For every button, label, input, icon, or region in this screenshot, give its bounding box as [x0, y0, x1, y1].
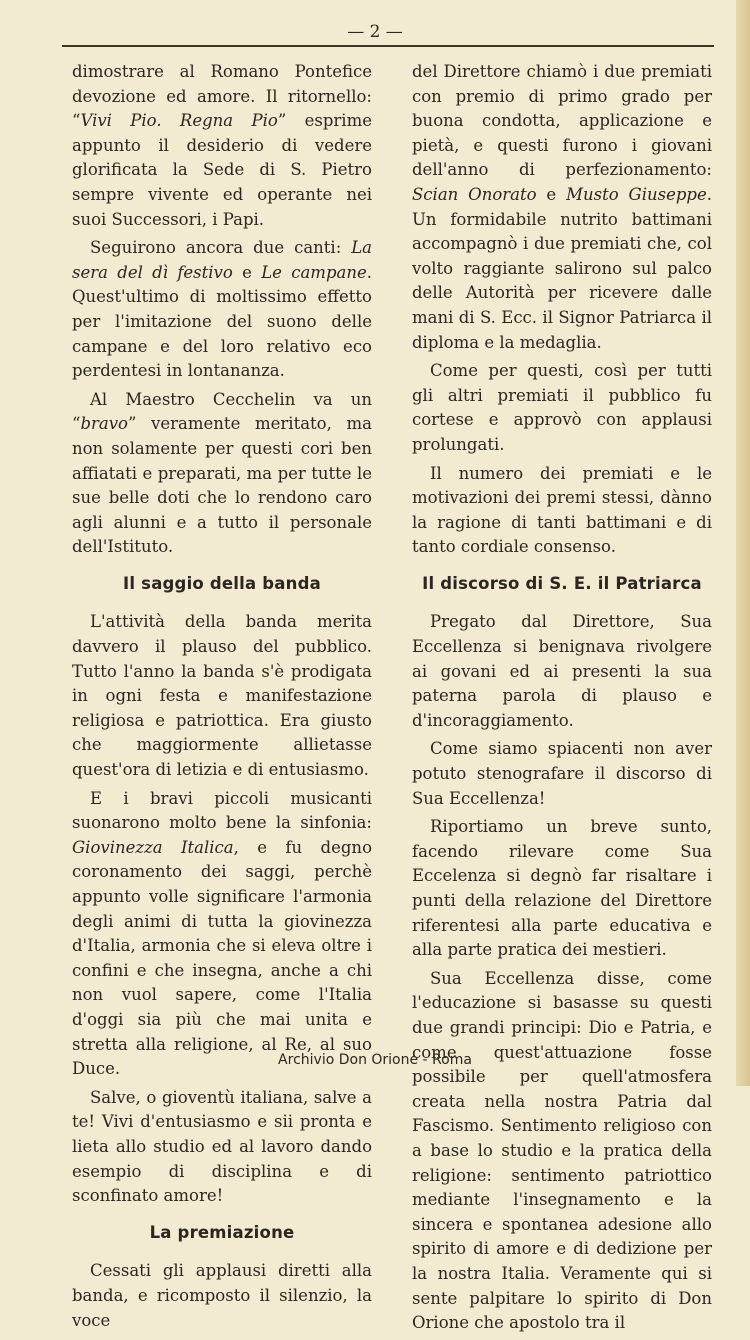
page-edge [736, 0, 750, 1086]
left-column [72, 60, 372, 1337]
paragraph: Cessati gli applausi diretti alla banda, e ricomposto il silenzio, la voce [72, 1261, 372, 1330]
archive-footer: Archivio Don Orione - Roma [278, 1052, 472, 1068]
paragraph: dimostrare al Romano Pontefice devozione ed amore. Il ritornello: “Vivi Pio. Regna Pio” esprime appunto il desiderio di vedere glorificata la Sede di S. Pietro sempre vivente ed operante nei suoi Successori, i Papi. [72, 62, 372, 229]
section-heading-banda: Il saggio della banda [123, 573, 321, 593]
paragraph: del Direttore chiamò i due premiati con premio di primo grado per buona condotta, applicazione e pietà, e questi furono i giovani dell'anno di perfezionamento: Scian Onorato e Musto Giuseppe. Un formidabile nutrito battimani accompagnò i due premiati che, col volto raggiante salirono sul palco delle Autorità per ricevere dalle mani di S. Ecc. il Signor Patriarca il diploma e la medaglia. [412, 62, 712, 352]
paragraph: Al Maestro Cecchelin va un “bravo” veramente meritato, ma non solamente per questi cori ben affiatati e preparati, ma per tutte le sue belle doti che lo rendono caro agli alunni e a tutto il personale dell'Istituto. [72, 389, 372, 557]
paragraph: Seguirono ancora due canti: La sera del dì festivo e Le campane. Quest'ultimo di moltissimo effetto per l'imitazione del suono delle campane e del loro relativo eco perdentesi in lontananza. [72, 238, 372, 381]
paragraph: Come per questi, così per tutti gli altri premiati il pubblico fu cortese e approvò con applausi prolungati. [412, 361, 712, 454]
section-heading-premiazione: La premiazione [149, 1222, 295, 1242]
right-column [412, 60, 712, 1340]
paragraph: Pregato dal Direttore, Sua Eccellenza si benignava rivolgere ai govani ed ai presenti la sua paterna parola di plauso e d'incoraggiamento. [412, 612, 712, 730]
header-rule [62, 45, 714, 47]
paragraph: L'attività della banda merita davvero il plauso del pubblico. Tutto l'anno la banda s'è prodigata in ogni festa e manifestazione religiosa e patriottica. Era giusto che maggiormente allietasse quest'ora di letizia e di entusiasmo. [72, 612, 372, 780]
paragraph: Sua Eccellenza disse, come l'educazione si basasse su questi due grandi principi: Dio e Patria, e come quest'attuazione fosse possibile per quell'atmosfera creata nella nostra Patria dal Fascismo. Sentimento religioso con a base lo studio e la pratica della religione: sentimento patriottico mediante l'insegnamento e la sincera e spontanea adesione allo spirito di amore e di dedizione per la nostra Italia. Veramente qui si sente palpitare lo spirito di Don Orione che apostolo tra il [412, 968, 712, 1333]
paragraph: Come siamo spiacenti non aver potuto stenografare il discorso di Sua Eccellenza! [412, 739, 712, 808]
paragraph: Salve, o gioventù italiana, salve a te! Vivi d'entusiasmo e sii pronta e lieta allo studio ed al lavoro dando esempio di disciplina e di sconfinato amore! [72, 1087, 372, 1206]
page-number: — 2 — [347, 22, 403, 42]
paragraph: E i bravi piccoli musicanti suonarono molto bene la sinfonia: Giovinezza Italica, e fu degno coronamento dei saggi, perchè appunto volle significare l'armonia degli animi di tutta la giovinezza d'Italia, armonia che si eleva oltre i confini e che insegna, anche a chi non vuol sapere, come l'Italia d'oggi sia più che mai unita e stretta alla religione, al Re, al suo Duce. [72, 788, 372, 1079]
section-heading-discorso: Il discorso di S. E. il Patriarca [422, 573, 702, 593]
paragraph: Riportiamo un breve sunto, facendo rilevare come Sua Eccelenza si degnò far risaltare i punti della relazione del Direttore riferentesi alla parte educativa e alla parte pratica dei mestieri. [412, 817, 712, 960]
paragraph: Il numero dei premiati e le motivazioni dei premi stessi, dànno la ragione di tanti battimani e di tanto cordiale consenso. [412, 463, 712, 557]
